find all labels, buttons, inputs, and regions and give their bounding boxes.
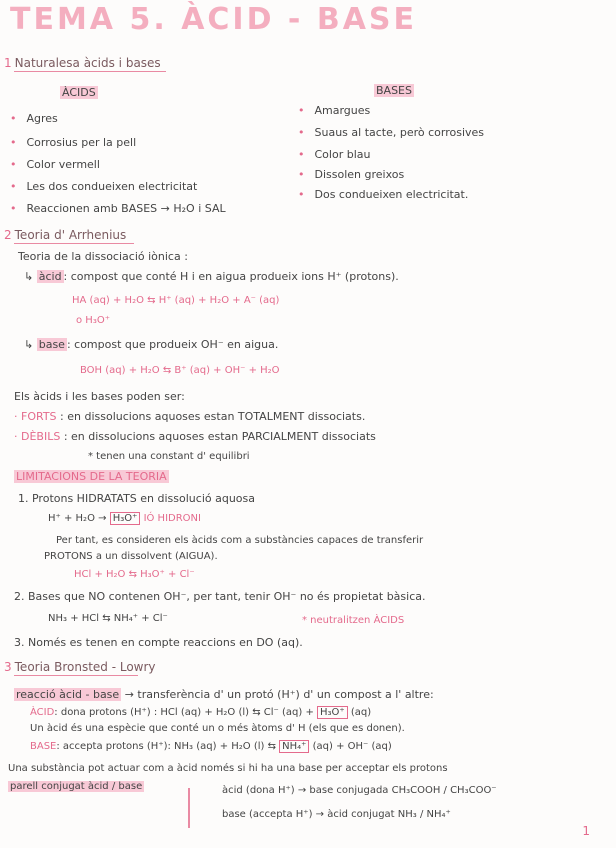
section-1-heading: 1 Naturalesa àcids i bases bbox=[4, 56, 161, 70]
limitation-2: 2. Bases que NO contenen OH⁻, per tant, tenir OH⁻ no és propietat bàsica. bbox=[14, 590, 426, 603]
strength-intro: Els àcids i les bases poden ser: bbox=[14, 390, 185, 403]
limitation-1: 1. Protons HIDRATATS en dissolució aquosa bbox=[18, 492, 255, 505]
limitation-1-equation: H⁺ + H₂O → H₃O⁺ IÓ HIDRONI bbox=[48, 513, 201, 524]
base-line: BASE: accepta protons (H⁺): NH₃ (aq) + H₂O (l) ⇆ NH₄⁺ (aq) + OH⁻ (aq) bbox=[30, 741, 392, 752]
acids-heading: ÀCIDS bbox=[62, 86, 96, 99]
page-title: TEMA 5. ÀCID - BASE bbox=[10, 2, 418, 37]
acid-equation: HA (aq) + H₂O ⇆ H⁺ (aq) + H₂O + A⁻ (aq) bbox=[72, 295, 280, 306]
weak-note: * tenen una constant d' equilibri bbox=[88, 451, 250, 462]
acid-definition: ↳ àcid : compost que conté H i en aigua produeix ions H⁺ (protons). bbox=[24, 270, 399, 283]
conjugate-pair-label: parell conjugat àcid / base bbox=[10, 781, 143, 792]
section-2-underline bbox=[14, 243, 134, 244]
base-property: • Amargues bbox=[298, 104, 371, 117]
limitation-2-note: * neutralitzen ÀCIDS bbox=[302, 615, 405, 626]
limitation-3: 3. Només es tenen en compte reaccions en DO (aq). bbox=[14, 636, 303, 649]
base-property: • Dissolen greixos bbox=[298, 168, 405, 181]
section-3-underline bbox=[14, 675, 138, 676]
section-1-underline bbox=[14, 71, 166, 72]
base-property: • Color blau bbox=[298, 148, 371, 161]
acid-property: • Reaccionen amb BASES → H₂O i SAL bbox=[10, 202, 226, 215]
acid-property: • Agres bbox=[10, 112, 58, 125]
acid-property: • Corrosius per la pell bbox=[10, 136, 137, 149]
base-property: • Dos condueixen electricitat. bbox=[298, 188, 469, 201]
hydronium-box: H₃O⁺ bbox=[110, 512, 141, 525]
base-property: • Suaus al tacte, però corrosives bbox=[298, 126, 485, 139]
acid-description: Un àcid és una espècie que conté un o més àtoms d' H (els que es donen). bbox=[30, 723, 405, 734]
conjugate-acid: base (accepta H⁺) → àcid conjugat NH₃ / NH₄⁺ bbox=[222, 809, 451, 820]
limitation-1-text: PROTONS a un dissolvent (AIGUA). bbox=[44, 551, 218, 562]
base-equation: BOH (aq) + H₂O ⇆ B⁺ (aq) + OH⁻ + H₂O bbox=[80, 365, 280, 376]
acid-line: ÀCID: dona protons (H⁺) : HCl (aq) + H₂O (l) ⇆ Cl⁻ (aq) + H₃O⁺ (aq) bbox=[30, 707, 372, 718]
substance-line: Una substància pot actuar com a àcid només si hi ha una base per acceptar els protons bbox=[8, 763, 448, 774]
strong-line: · FORTS : en dissolucions aquoses estan TOTALMENT dissociats. bbox=[14, 410, 366, 423]
limitation-1-equation-2: HCl + H₂O ⇆ H₃O⁺ + Cl⁻ bbox=[74, 569, 195, 580]
reaction-line: reacció àcid - base → transferència d' un protó (H⁺) d' un compost a l' altre: bbox=[16, 688, 434, 701]
dissociation-line: Teoria de la dissociació iònica : bbox=[18, 250, 188, 263]
limitation-2-equation: NH₃ + HCl ⇆ NH₄⁺ + Cl⁻ bbox=[48, 613, 168, 624]
acid-property: • Les dos condueixen electricitat bbox=[10, 180, 198, 193]
conjugate-bracket bbox=[188, 788, 202, 828]
weak-line: · DÈBILS : en dissolucions aquoses estan PARCIALMENT dissociats bbox=[14, 430, 376, 443]
conjugate-base: àcid (dona H⁺) → base conjugada CH₃COOH / CH₃COO⁻ bbox=[222, 785, 497, 796]
section-3-heading: 3 Teoria Bronsted - Lowry bbox=[4, 660, 156, 674]
limitations-heading: LIMITACIONS DE LA TEORIA bbox=[16, 470, 167, 483]
page-number: 1 bbox=[582, 824, 590, 838]
acid-equation-alt: o H₃O⁺ bbox=[76, 315, 110, 326]
base-definition: ↳ base : compost que produeix OH⁻ en aigua. bbox=[24, 338, 279, 351]
bases-heading: BASES bbox=[376, 84, 412, 97]
section-2-heading: 2 Teoria d' Arrhenius bbox=[4, 228, 127, 242]
acid-property: • Color vermell bbox=[10, 158, 100, 171]
limitation-1-text: Per tant, es consideren els àcids com a substàncies capaces de transferir bbox=[56, 535, 424, 546]
